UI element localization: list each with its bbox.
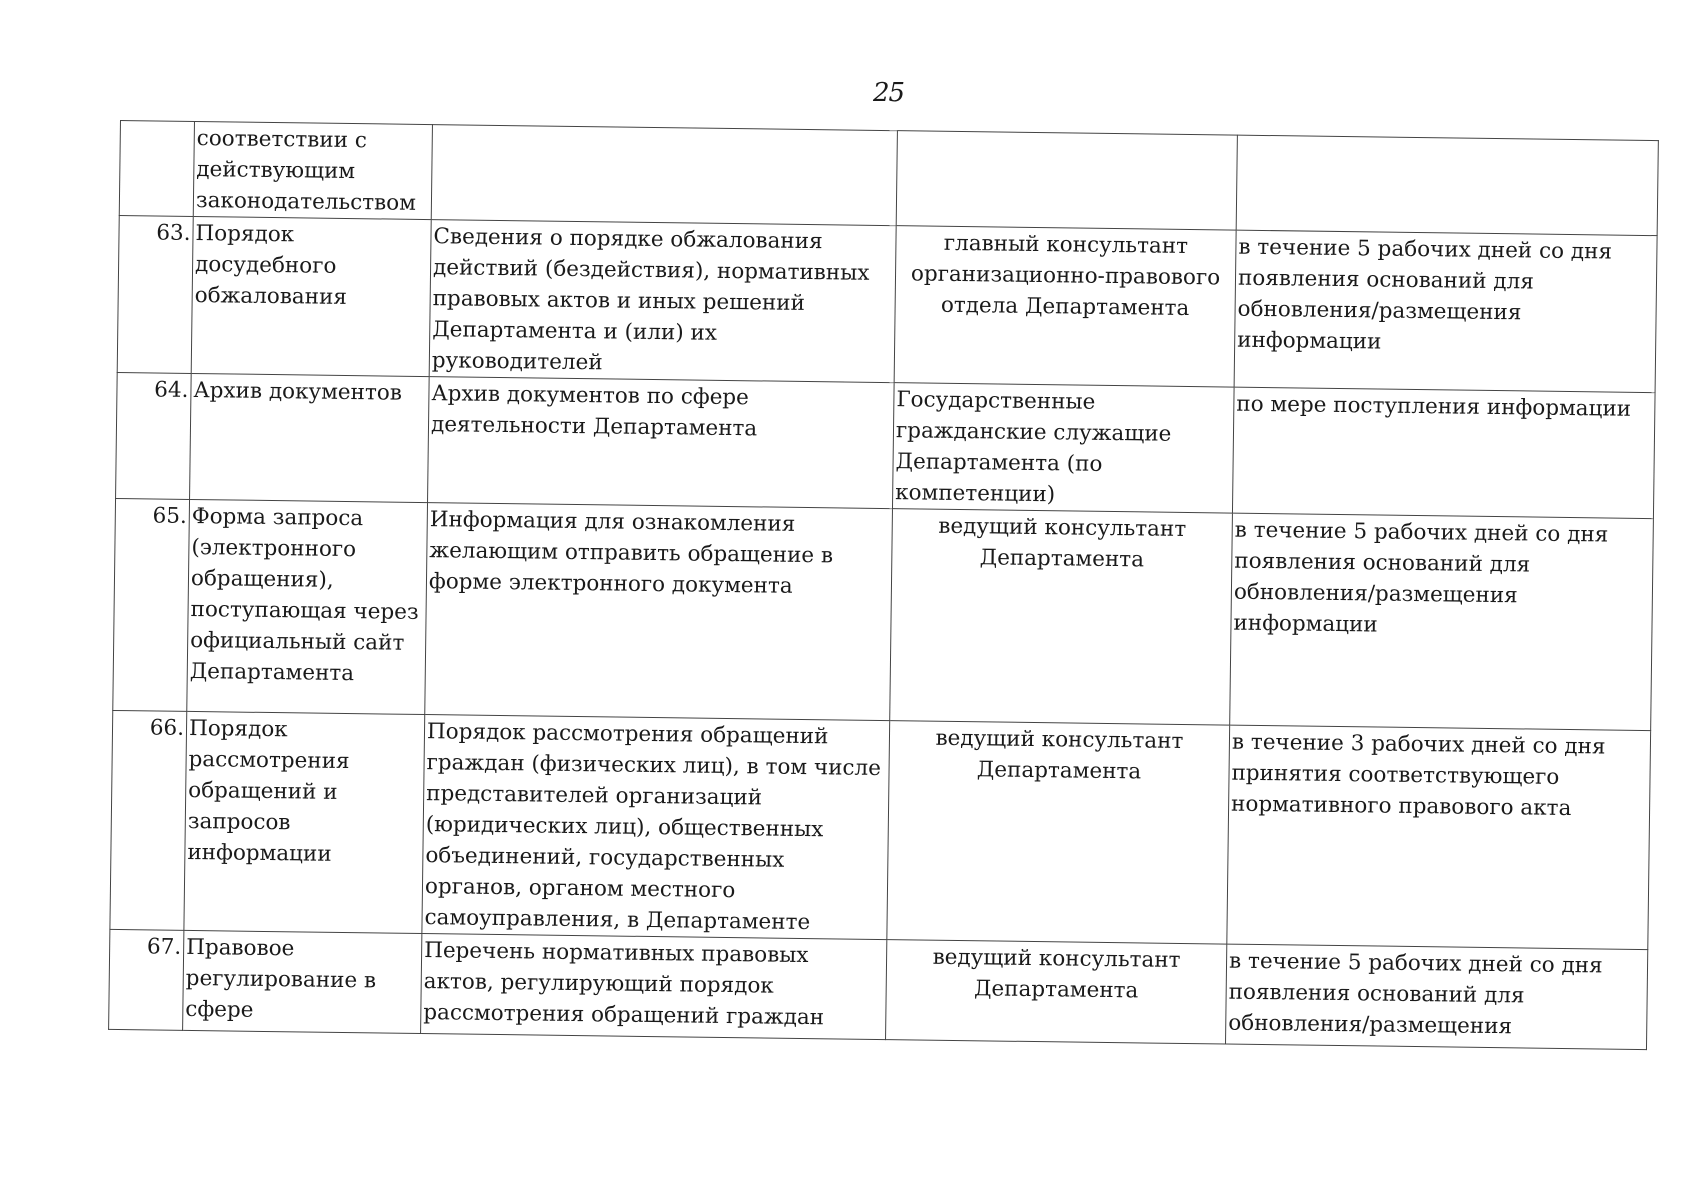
table-row	[117, 215, 1657, 392]
section-name: Порядок рассмотрения обращений и запросов информации	[184, 711, 425, 933]
section-name: соответствии с действующим законодательством	[193, 121, 432, 219]
table-row	[109, 929, 1648, 1049]
section-content: Перечень нормативных правовых актов, регулирующий порядок рассмотрения обращений граждан	[421, 934, 887, 1040]
section-content	[431, 125, 897, 226]
table-row	[110, 710, 1651, 949]
section-name: Порядок досудебного обжалования	[191, 216, 431, 376]
row-number: 64.	[116, 372, 192, 499]
section-content: Архив документов по сфере деятельности Департамента	[428, 377, 895, 509]
update-term: в течение 5 рабочих дней со дня появления оснований для обновления/размещения	[1225, 944, 1647, 1050]
section-content: Порядок рассмотрения обращений граждан (физических лиц), в том числе представителей организаций (юридических лиц), общественных объединений, государственных органов, органом местного самоуправления, в Департаменте	[422, 715, 890, 940]
responsible-person: ведущий консультант Департамента	[887, 721, 1230, 944]
row-number: 65.	[113, 498, 190, 711]
row-number: 66.	[110, 710, 187, 930]
information-table	[108, 120, 1659, 1050]
row-number: 63.	[117, 215, 193, 373]
section-content: Информация для ознакомления желающим отправить обращение в форме электронного документа	[425, 503, 893, 721]
update-term: в течение 5 рабочих дней со дня появления оснований для обновления/размещения информации	[1234, 230, 1657, 392]
section-name: Правовое регулирование в сфере	[183, 930, 422, 1033]
section-name: Архив документов	[190, 373, 430, 502]
document-sheet	[108, 120, 1658, 1050]
update-term: в течение 5 рабочих дней со дня появления оснований для обновления/размещения информации	[1230, 513, 1654, 730]
update-term: по мере поступления информации	[1232, 387, 1655, 518]
responsible-person: ведущий консультант Департамента	[890, 509, 1233, 725]
section-content: Сведения о порядке обжалования действий (бездействия), нормативных правовых актов и иных решений Департамента и (или) их руководителей	[429, 220, 896, 383]
page-number: 25	[873, 78, 905, 108]
update-term	[1236, 135, 1658, 236]
responsible-person: главный консультант организационно-правового отдела Департамента	[894, 226, 1236, 387]
responsible-person	[896, 131, 1237, 230]
row-number: 67.	[109, 929, 184, 1030]
responsible-person: Государственные гражданские служащие Департамента (по компетенции)	[892, 383, 1234, 513]
row-number	[119, 121, 194, 217]
responsible-person: ведущий консультант Департамента	[886, 940, 1227, 1044]
table-row	[116, 372, 1656, 518]
table-row	[113, 498, 1654, 730]
section-name: Форма запроса (электронного обращения), поступающая через официальный сайт Департамента	[187, 499, 428, 714]
update-term: в течение 3 рабочих дней со дня принятия соответствующего нормативного правового акта	[1227, 725, 1651, 949]
